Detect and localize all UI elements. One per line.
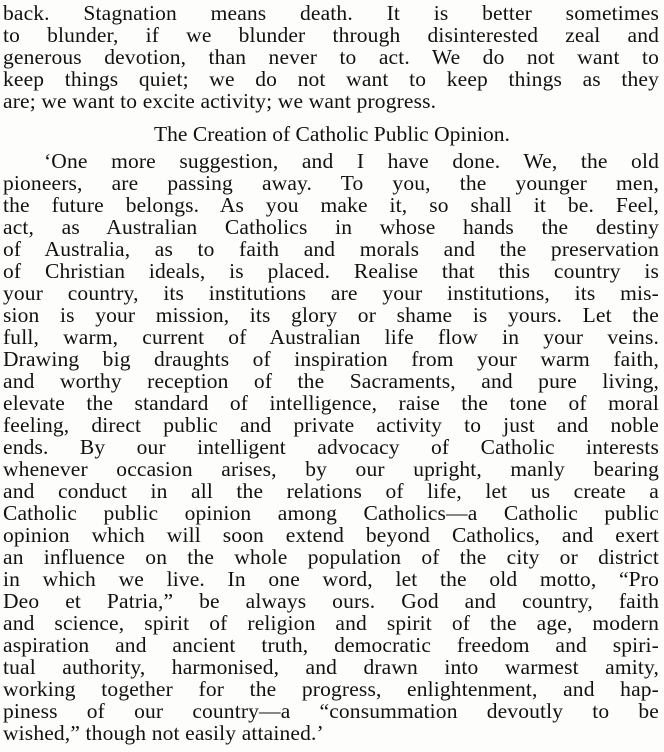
text-line: the future belongs. As you make it, so shall it be. Feel, (3, 193, 659, 217)
text-line: elevate the standard of intelligence, raise the tone of moral (3, 391, 659, 415)
text-line: Catholic public opinion among Catholics—a Catholic public (3, 501, 659, 525)
text-line: working together for the progress, enlightenment, and hap- (3, 677, 659, 701)
text-line: back. Stagnation means death. It is better sometimes (3, 1, 659, 25)
text-line: whenever occasion arises, by our upright, manly bearing (3, 457, 659, 481)
text-line: ‘One more suggestion, and I have done. We, the old (44, 149, 659, 173)
text-line: keep things quiet; we do not want to keep things as they (3, 67, 659, 91)
text-line: an influence on the whole population of the city or district (3, 545, 659, 569)
text-line: feeling, direct public and private activity to just and noble (3, 413, 659, 437)
text-line: generous devotion, than never to act. We do not want to (3, 45, 659, 69)
text-line: wished,” though not easily attained.’ (3, 721, 324, 745)
text-line: and conduct in all the relations of life, let us create a (3, 479, 659, 503)
text-line: your country, its institutions are your institutions, its mis- (3, 281, 659, 305)
text-line: to blunder, if we blunder through disinterested zeal and (3, 23, 659, 47)
text-line: of Australia, as to faith and morals and the preservation (3, 237, 659, 261)
text-line: of Christian ideals, is placed. Realise that this country is (3, 259, 659, 283)
text-line: piness of our country—a “consummation devoutly to be (3, 699, 659, 723)
text-line: tual authority, harmonised, and drawn into warmest amity, (3, 655, 659, 679)
text-line: and worthy reception of the Sacraments, and pure living, (3, 369, 659, 393)
text-line: are; we want to excite activity; we want progress. (3, 89, 437, 113)
text-line: and science, spirit of religion and spirit of the age, modern (3, 611, 659, 635)
section-heading: The Creation of Catholic Public Opinion. (154, 122, 510, 146)
text-line: sion is your mission, its glory or shame is yours. Let the (3, 303, 659, 327)
text-line: act, as Australian Catholics in whose hands the destiny (3, 215, 659, 239)
text-line: in which we live. In one word, let the old motto, “Pro (3, 567, 659, 591)
text-line: full, warm, current of Australian life flow in your veins. (3, 325, 659, 349)
text-line: Drawing big draughts of inspiration from your warm faith, (3, 347, 659, 371)
text-line: Deo et Patria,” be always ours. God and country, faith (3, 589, 659, 613)
text-line: ends. By our intelligent advocacy of Catholic interests (3, 435, 659, 459)
text-line: pioneers, are passing away. To you, the younger men, (3, 171, 659, 195)
text-line: opinion which will soon extend beyond Catholics, and exert (3, 523, 659, 547)
text-line: aspiration and ancient truth, democratic freedom and spiri- (3, 633, 659, 657)
